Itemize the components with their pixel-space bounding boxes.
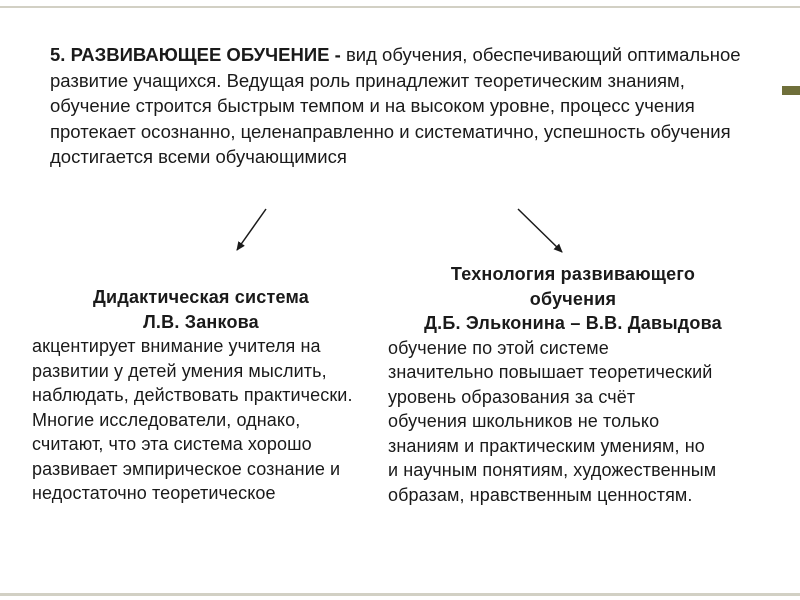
zankov-title-line2: Л.В. Занкова: [143, 311, 259, 332]
zankov-title: [32, 285, 370, 334]
elkonin-title-line2: обучения: [529, 288, 617, 309]
zankov-title-line1: Дидактическая система: [93, 287, 309, 307]
elkonin-davydov-description: обучение по этой системе значительно повышает теоретический уровень образования за счёт обучения школьников не только знаниям и практическим умениям, но и научным понятиям, художественным образам, нравственным ценностям.: [388, 337, 717, 505]
intro-lead: 5. РАЗВИВАЮЩЕЕ ОБУЧЕНИЕ -: [50, 44, 341, 65]
elkonin-title-line3: Д.Б. Эльконина – В.В. Давыдова: [424, 313, 722, 333]
elkonin-davydov-column: [388, 262, 768, 507]
elkonin-davydov-title: [388, 262, 758, 336]
arrow-right: [518, 209, 562, 252]
arrow-left: [237, 209, 266, 250]
bottom-rule: [0, 593, 800, 596]
intro-text: вид обучения, обеспечивающий оптимальное развитие учащихся. Ведущая роль принадлежит теоретическим знаниям, обучение строится быстрым темпом и на высоком уровне, процесс учения протекает осознанно, целенаправленно и систематично, успешность обучения достигается всеми обучающимися: [50, 44, 741, 167]
intro-paragraph: [50, 42, 770, 170]
zankov-description: акцентирует внимание учителя на развитии у детей умения мыслить, наблюдать, действовать практически. Многие исследователи, однако, считают, что эта система хорошо развивает эмпирическое сознание и недостаточно теоретическое: [32, 336, 353, 503]
zankov-column: [32, 285, 372, 506]
elkonin-title-line1: Технология развивающего: [450, 264, 696, 284]
top-rule: [0, 6, 800, 8]
side-accent-mark: [782, 86, 800, 95]
